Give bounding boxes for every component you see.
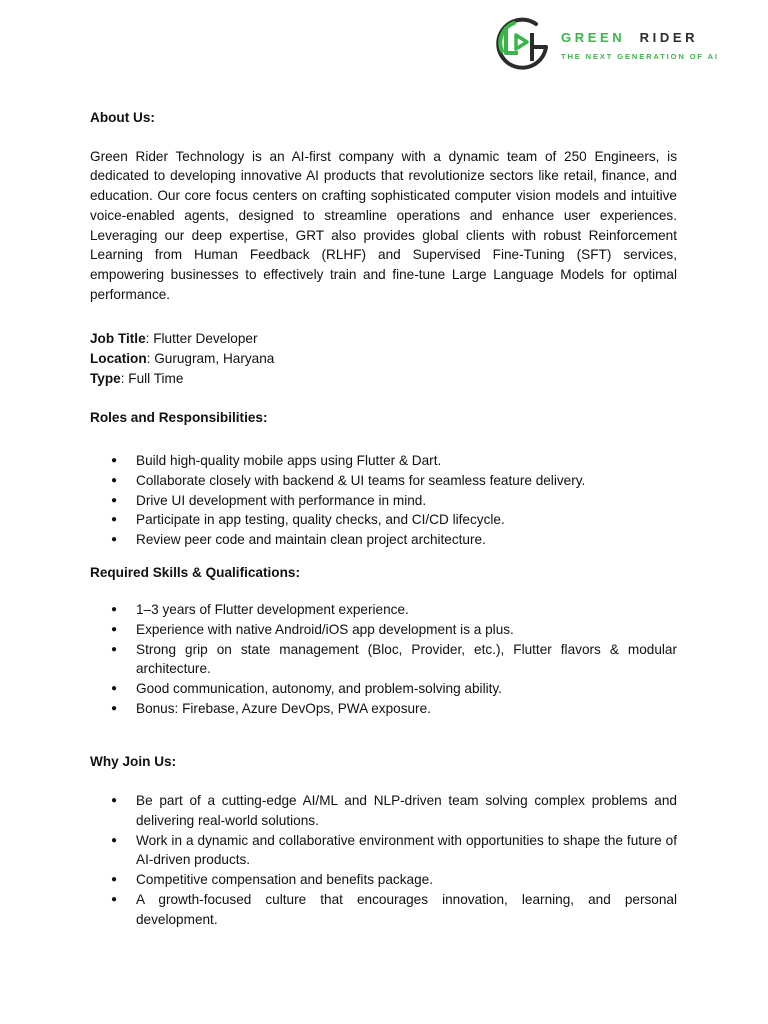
list-item: ● A growth-focused culture that encourages innovation, learning, and personal development. xyxy=(90,890,677,929)
skills-heading: Required Skills & Qualifications: xyxy=(90,564,300,580)
list-item: ● Work in a dynamic and collaborative environment with opportunities to shape the future of AI-driven products. xyxy=(90,831,677,870)
logo-name-rider: RIDER xyxy=(639,30,699,45)
list-item: ● Review peer code and maintain clean project architecture. xyxy=(90,530,677,550)
roles-list xyxy=(90,451,677,550)
job-title-label: Job Title xyxy=(90,331,146,347)
list-item: ● Bonus: Firebase, Azure DevOps, PWA exposure. xyxy=(90,699,677,719)
list-item: ● Participate in app testing, quality checks, and CI/CD lifecycle. xyxy=(90,510,677,530)
roles-heading: Roles and Responsibilities: xyxy=(90,410,268,426)
location-line xyxy=(90,349,677,369)
company-logo xyxy=(492,13,732,75)
why-list xyxy=(90,791,677,929)
list-item: ● Collaborate closely with backend & UI teams for seamless feature delivery. xyxy=(90,471,677,491)
job-title-line xyxy=(90,329,677,349)
type-label: Type xyxy=(90,370,121,386)
why-heading: Why Join Us: xyxy=(90,753,177,769)
type-value: : Full Time xyxy=(120,370,184,386)
list-item: ● Experience with native Android/iOS app development is a plus. xyxy=(90,620,677,640)
list-item: ● Be part of a cutting-edge AI/ML and NLP-driven team solving complex problems and delivering real-world solutions. xyxy=(90,791,677,830)
about-heading: About Us: xyxy=(90,110,155,125)
location-label: Location xyxy=(90,351,147,367)
job-title-value: : Flutter Developer xyxy=(145,331,258,347)
about-text: Green Rider Technology is an AI-first company with a dynamic team of 250 Engineers, is dedicated to developing innovative AI products that revolutionize sectors like retail, finance, and education. Our core focus centers on crafting sophisticated computer vision models and intuitive voice-enabled agents, designed to streamline operations and enhance user experiences. Leveraging our deep expertise, GRT also provides global clients with robust Reinforcement Learning from Human Feedback (RLHF) and Supervised Fine-Tuning (SFT) services, empowering businesses to effectively train and fine-tune Large Language Models for optimal performance. xyxy=(90,148,677,302)
logo-name-green: GREEN xyxy=(561,30,626,45)
logo-tagline: THE NEXT GENERATION OF AI xyxy=(561,52,719,61)
logo-wordmark xyxy=(561,30,698,45)
list-item: ● Strong grip on state management (Bloc, Provider, etc.), Flutter flavors & modular architecture. xyxy=(90,640,677,679)
list-item: ● Build high-quality mobile apps using Flutter & Dart. xyxy=(90,451,677,471)
list-item: ● Competitive compensation and benefits package. xyxy=(90,870,677,890)
list-item: ● 1–3 years of Flutter development experience. xyxy=(90,600,677,620)
location-value: : Gurugram, Haryana xyxy=(146,351,275,367)
list-item: ● Drive UI development with performance in mind. xyxy=(90,491,677,511)
type-line xyxy=(90,369,677,389)
document-body xyxy=(90,108,677,929)
list-item: ● Good communication, autonomy, and problem-solving ability. xyxy=(90,679,677,699)
green-rider-logo-icon xyxy=(492,13,552,75)
skills-list xyxy=(90,600,677,718)
